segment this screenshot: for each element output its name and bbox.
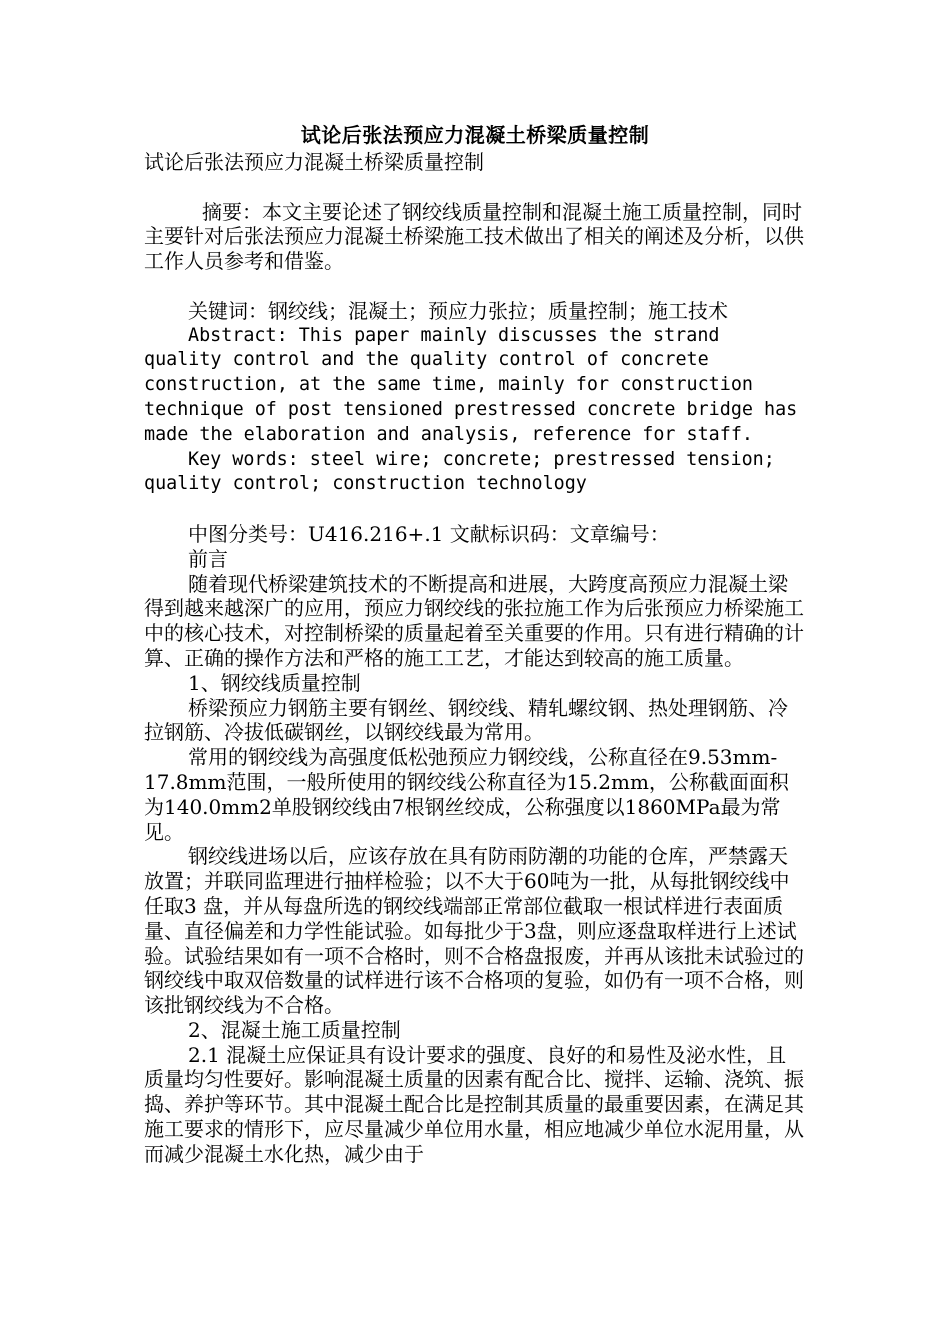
section-2-heading: 2、混凝土施工质量控制: [188, 1017, 401, 1042]
spacer: [144, 175, 804, 200]
section-1-heading: 1、钢绞线质量控制: [188, 670, 361, 695]
preface-heading: 前言: [188, 546, 228, 571]
keywords-cn: 关键词：钢绞线；混凝土；预应力张拉；质量控制；施工技术: [188, 298, 728, 323]
spacer: [144, 274, 804, 299]
section-1-paragraph-1: 桥梁预应力钢筋主要有钢丝、钢绞线、精轧螺纹钢、热处理钢筋、冷拉钢筋、冷拔低碳钢丝，以钢绞线最为常用。: [144, 695, 788, 745]
keywords-en: Key words: steel wire; concrete; prestressed tension; quality control; construction technology: [144, 448, 775, 495]
section-2-paragraph-1: 2.1 混凝土应保证具有设计要求的强度、良好的和易性及泌水性，且质量均匀性要好。影响混凝土质量的因素有配合比、搅拌、运输、浇筑、振捣、养护等环节。其中混凝土配合比是控制其质量的最重要因素，在满足其施工要求的情形下，应尽量减少单位用水量，相应地减少单位水泥用量，从而减少混凝土水化热，减少由于: [144, 1042, 804, 1166]
spacer: [144, 497, 804, 522]
abstract-en: Abstract: This paper mainly discusses the strand quality control and the quality control of concrete construction, at the same time, mainly for construction technique of post tensioned prestressed concrete bridge has made the elaboration and analysis, reference for staff.: [144, 324, 798, 445]
section-1-paragraph-2: 常用的钢绞线为高强度低松弛预应力钢绞线，公称直径在9.53mm-17.8mm范围，一般所使用的钢绞线公称直径为15.2mm，公称截面面积为140.0mm2单股钢绞线由7根钢丝绞成，公称强度以1860MPa最为常见。: [144, 745, 789, 844]
preface-paragraph: 随着现代桥梁建筑技术的不断提高和进展，大跨度高预应力混凝土梁得到越来越深广的应用，预应力钢绞线的张拉施工作为后张预应力桥梁施工中的核心技术，对控制桥梁的质量起着至关重要的作用。只有进行精确的计算、正确的操作方法和严格的施工工艺，才能达到较高的施工质量。: [144, 571, 804, 670]
section-1-paragraph-3: 钢绞线进场以后，应该存放在具有防雨防潮的功能的仓库，严禁露天放置；并联同监理进行抽样检验；以不大于60吨为一批，从每批钢绞线中任取3 盘，并从每盘所选的钢绞线端部正常部位截取一根试样进行表面质量、直径偏差和力学性能试验。如每批少于3盘，则应逐盘取样进行上述试验。试验结果如有一项不合格时，则不合格盘报废，并再从该批未试验过的钢绞线中取双倍数量的试样进行该不合格项的复验，如仍有一项不合格，则该批钢绞线为不合格。: [144, 844, 804, 1018]
classification-line: 中图分类号：U416.216+.1 文献标识码：文章编号：: [188, 521, 670, 546]
abstract-cn: 摘要：本文主要论述了钢绞线质量控制和混凝土施工质量控制，同时主要针对后张法预应力混凝土桥梁施工技术做出了相关的阐述及分析，以供工作人员参考和借鉴。: [144, 199, 804, 274]
document-title: 试论后张法预应力混凝土桥梁质量控制: [300, 123, 650, 147]
document-body: [144, 150, 804, 1167]
document-subtitle: 试论后张法预应力混凝土桥梁质量控制: [144, 150, 484, 174]
